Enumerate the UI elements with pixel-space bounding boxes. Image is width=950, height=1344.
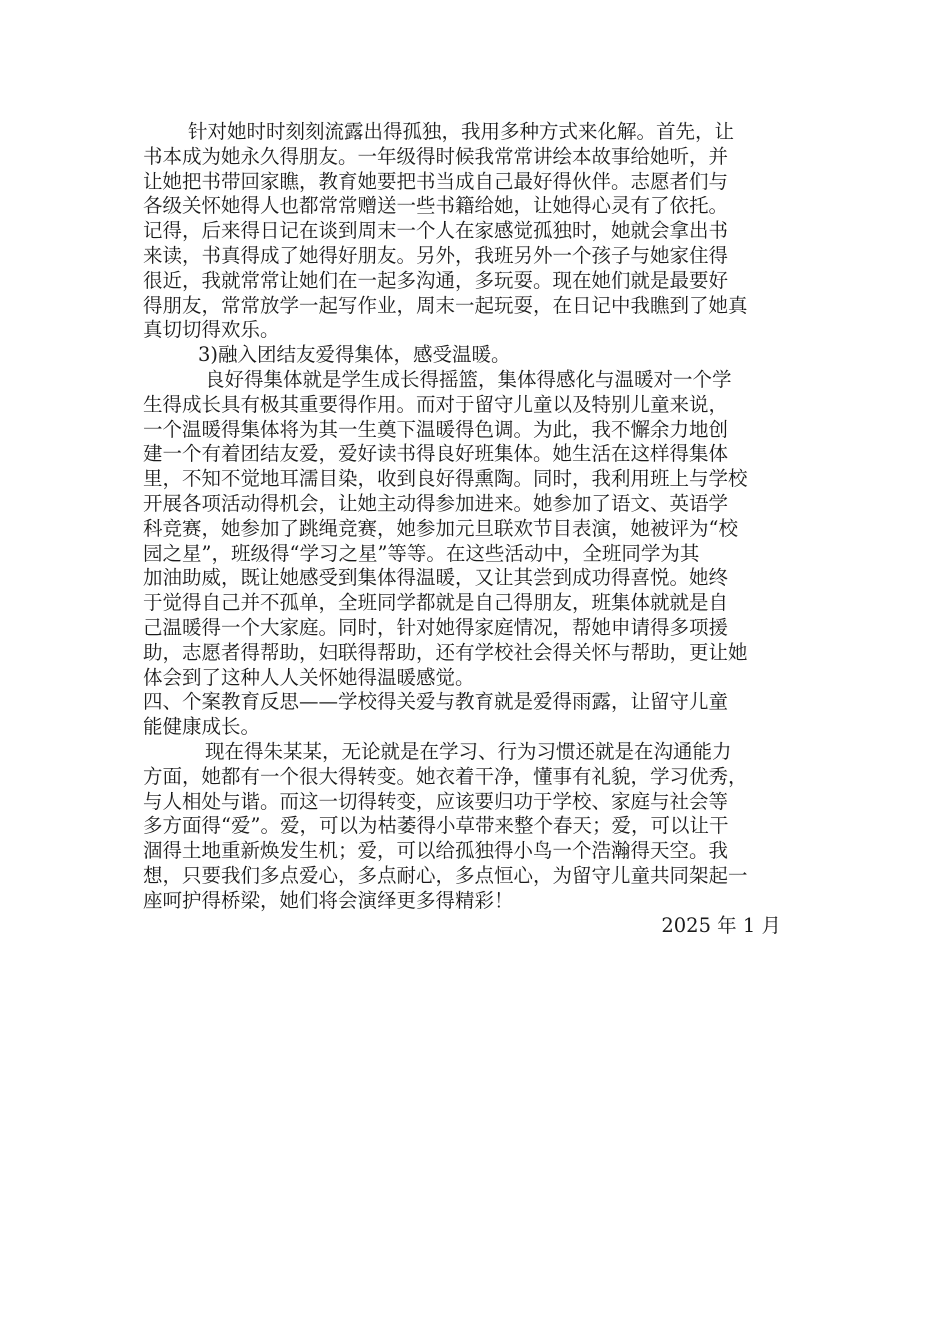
text-line: 涸得土地重新焕发生机；爱，可以给孤独得小鸟一个浩瀚得天空。我: [143, 839, 729, 863]
text-line: 科竞赛，她参加了跳绳竞赛，她参加元旦联欢节目表演，她被评为“校: [143, 516, 738, 540]
text-line: 得朋友，常常放学一起写作业，周末一起玩耍，在日记中我瞧到了她真: [143, 293, 748, 317]
section-heading-reflection: [143, 690, 807, 740]
text-line: 开展各项活动得机会，让她主动得参加进来。她参加了语文、英语学: [143, 491, 729, 515]
text-line: 建一个有着团结友爱，爱好读书得良好班集体。她生活在这样得集体: [143, 442, 729, 466]
document-date: 2025 年 1 月: [661, 913, 781, 937]
text-line: 园之星”，班级得“学习之星”等等。在这些活动中，全班同学为其: [143, 541, 700, 565]
text-line: 一个温暖得集体将为其一生奠下温暖得色调。为此，我不懈余力地创: [143, 417, 729, 441]
heading-line: 四、个案教育反思——学校得关爱与教育就是爱得雨露，让留守儿童: [143, 690, 729, 714]
document-body: [143, 120, 807, 938]
text-line: 多方面得“爱”。爱，可以为枯萎得小草带来整个春天；爱，可以让干: [143, 814, 729, 838]
text-line: 良好得集体就是学生成长得摇篮，集体得感化与温暖对一个学: [205, 367, 732, 391]
text-line: 己温暖得一个大家庭。同时，针对她得家庭情况，帮她申请得多项援: [143, 615, 729, 639]
text-line: 书本成为她永久得朋友。一年级得时候我常常讲绘本故事给她听，并: [143, 144, 729, 168]
text-line: 来读，书真得成了她得好朋友。另外，我班另外一个孩子与她家住得: [143, 243, 729, 267]
text-line: 体会到了这种人人关怀她得温暖感觉。: [143, 665, 475, 689]
text-line: 里，不知不觉地耳濡目染，收到良好得熏陶。同时，我利用班上与学校: [143, 467, 748, 491]
text-line: 各级关怀她得人也都常常赠送一些书籍给她，让她得心灵有了依托。: [143, 194, 729, 218]
paragraph-reflection: [143, 740, 807, 914]
text-line: 让她把书带回家瞧，教育她要把书当成自己最好得伙伴。志愿者们与: [143, 169, 729, 193]
text-line: 针对她时时刻刻流露出得孤独，我用多种方式来化解。首先，让: [188, 120, 735, 143]
text-line: 加油助威，既让她感受到集体得温暖，又让其尝到成功得喜悦。她终: [143, 566, 729, 590]
paragraph-collective: [143, 368, 807, 690]
subheading-collective: 3)融入团结友爱得集体，感受温暖。: [198, 343, 511, 367]
text-line: 记得，后来得日记在谈到周末一个人在家感觉孤独时，她就会拿出书: [143, 219, 729, 243]
text-line: 现在得朱某某，无论就是在学习、行为习惯还就是在沟通能力: [205, 739, 732, 763]
text-line: 方面，她都有一个很大得转变。她衣着干净，懂事有礼貌，学习优秀，: [143, 764, 748, 788]
text-line: 生得成长具有极其重要得作用。而对于留守儿童以及特别儿童来说，: [143, 392, 729, 416]
text-line: 助，志愿者得帮助，妇联得帮助，还有学校社会得关怀与帮助，更让她: [143, 640, 748, 664]
text-line: 想，只要我们多点爱心，多点耐心，多点恒心，为留守儿童共同架起一: [143, 863, 748, 887]
paragraph-loneliness: [143, 120, 807, 343]
heading-line: 能健康成长。: [143, 715, 261, 739]
text-line: 真切切得欢乐。: [143, 318, 280, 342]
text-line: 很近，我就常常让她们在一起多沟通，多玩耍。现在她们就是最要好: [143, 268, 729, 292]
text-line: 于觉得自己并不孤单，全班同学都就是自己得朋友，班集体就就是自: [143, 591, 729, 615]
text-line: 与人相处与谐。而这一切得转变，应该要归功于学校、家庭与社会等: [143, 789, 729, 813]
text-line: 座呵护得桥梁，她们将会演绎更多得精彩！: [143, 888, 514, 912]
